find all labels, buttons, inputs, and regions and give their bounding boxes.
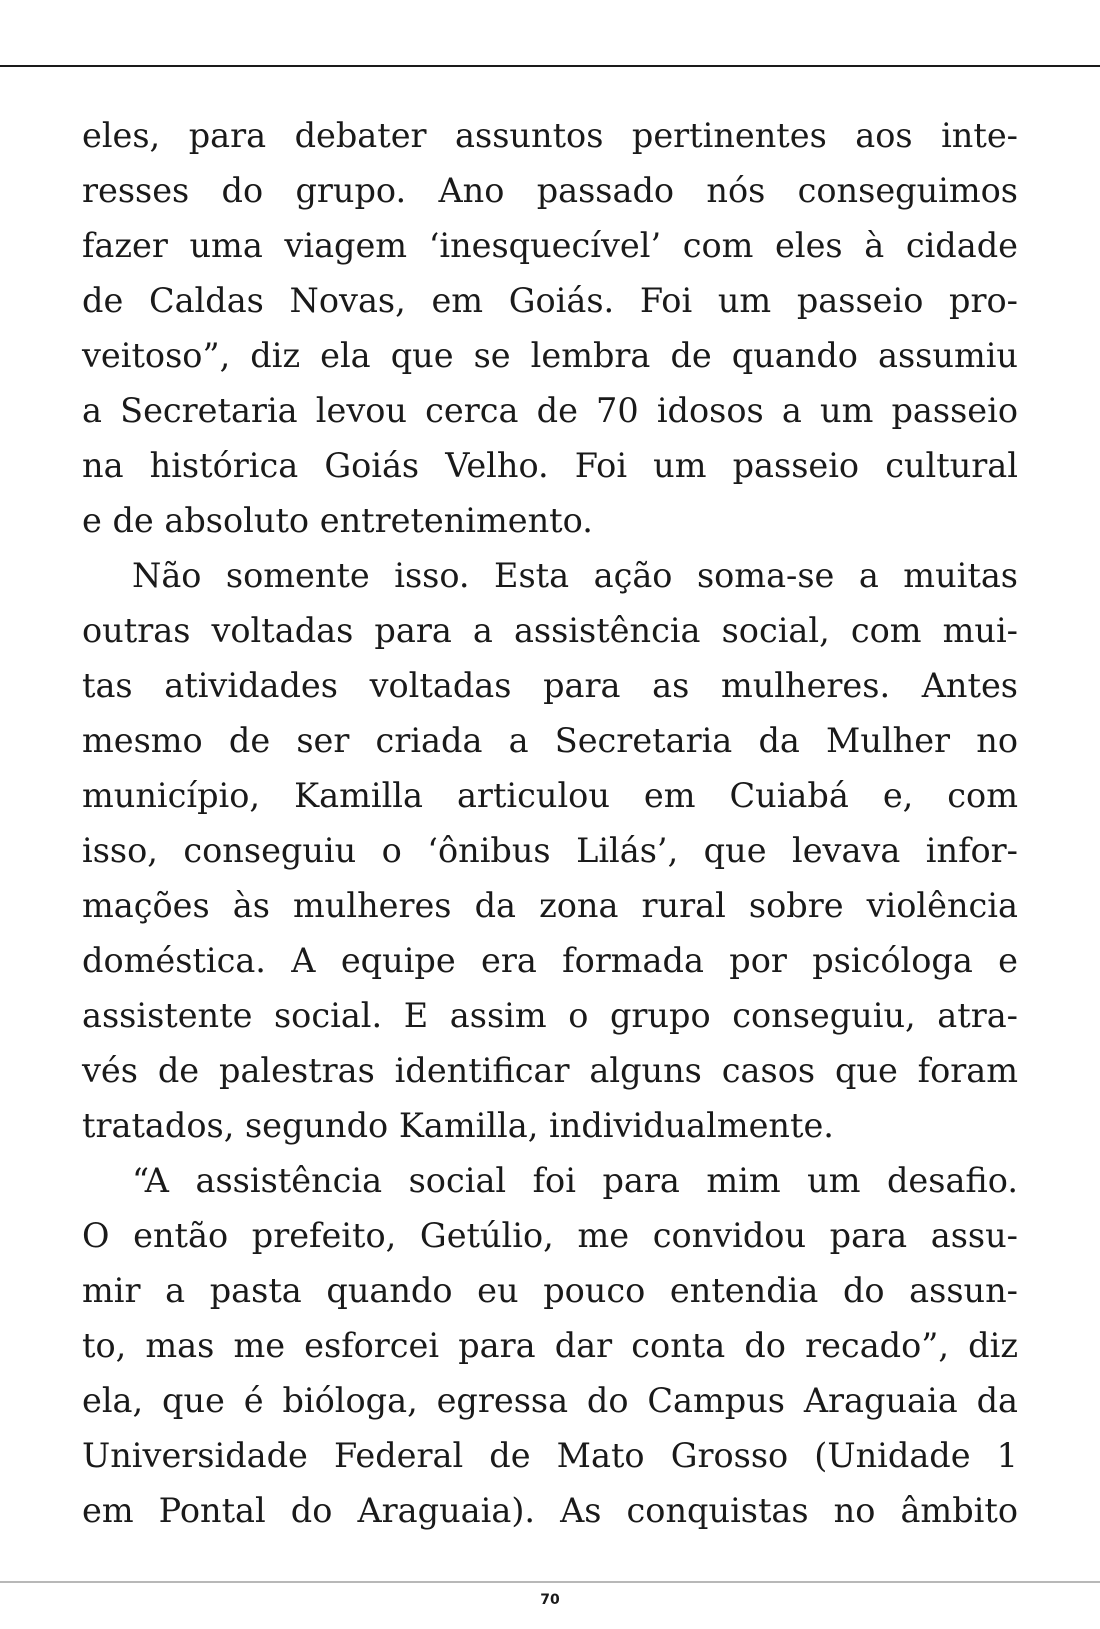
text-line: isso, conseguiu o ‘ônibus Lilás’, que levava infor- [82, 831, 1018, 870]
paragraph [82, 548, 1018, 1153]
text-line: na histórica Goiás Velho. Foi um passeio cultural [82, 446, 1018, 485]
body-text [82, 108, 1018, 1538]
text-line: outras voltadas para a assistência social, com mui- [82, 611, 1018, 650]
header-rule [0, 65, 1100, 67]
text-line: doméstica. A equipe era formada por psicóloga e [82, 941, 1018, 980]
text-line: mações às mulheres da zona rural sobre violência [82, 886, 1018, 925]
text-line: to, mas me esforcei para dar conta do recado”, diz [82, 1326, 1018, 1365]
footer-rule [0, 1581, 1100, 1583]
text-line: município, Kamilla articulou em Cuiabá e, com [82, 776, 1018, 815]
text-line: de Caldas Novas, em Goiás. Foi um passeio pro- [82, 281, 1018, 320]
text-line: assistente social. E assim o grupo conseguiu, atra- [82, 996, 1018, 1035]
text-line: eles, para debater assuntos pertinentes aos inte- [82, 116, 1018, 155]
paragraph [82, 1153, 1018, 1538]
text-line: vés de palestras identificar alguns casos que foram [82, 1051, 1018, 1090]
page-number: 70 [540, 1592, 560, 1608]
text-line: em Pontal do Araguaia). As conquistas no âmbito [82, 1491, 1018, 1530]
text-line: Universidade Federal de Mato Grosso (Unidade 1 [82, 1436, 1018, 1475]
text-line: resses do grupo. Ano passado nós conseguimos [82, 171, 1018, 210]
text-line: mir a pasta quando eu pouco entendia do assun- [82, 1271, 1018, 1310]
text-line: tratados, segundo Kamilla, individualmente. [82, 1106, 834, 1145]
text-line: tas atividades voltadas para as mulheres. Antes [82, 666, 1018, 705]
text-line: a Secretaria levou cerca de 70 idosos a um passeio [82, 391, 1018, 430]
text-line: mesmo de ser criada a Secretaria da Mulher no [82, 721, 1018, 760]
text-line: “A assistência social foi para mim um desafio. [132, 1161, 1018, 1200]
text-line: fazer uma viagem ‘inesquecível’ com eles à cidade [82, 226, 1018, 265]
paragraph [82, 108, 1018, 548]
text-line: ela, que é bióloga, egressa do Campus Araguaia da [82, 1381, 1018, 1420]
text-line: Não somente isso. Esta ação soma-se a muitas [132, 556, 1018, 595]
text-line: O então prefeito, Getúlio, me convidou para assu- [82, 1216, 1018, 1255]
text-line: veitoso”, diz ela que se lembra de quando assumiu [82, 336, 1018, 375]
text-line: e de absoluto entretenimento. [82, 501, 593, 540]
